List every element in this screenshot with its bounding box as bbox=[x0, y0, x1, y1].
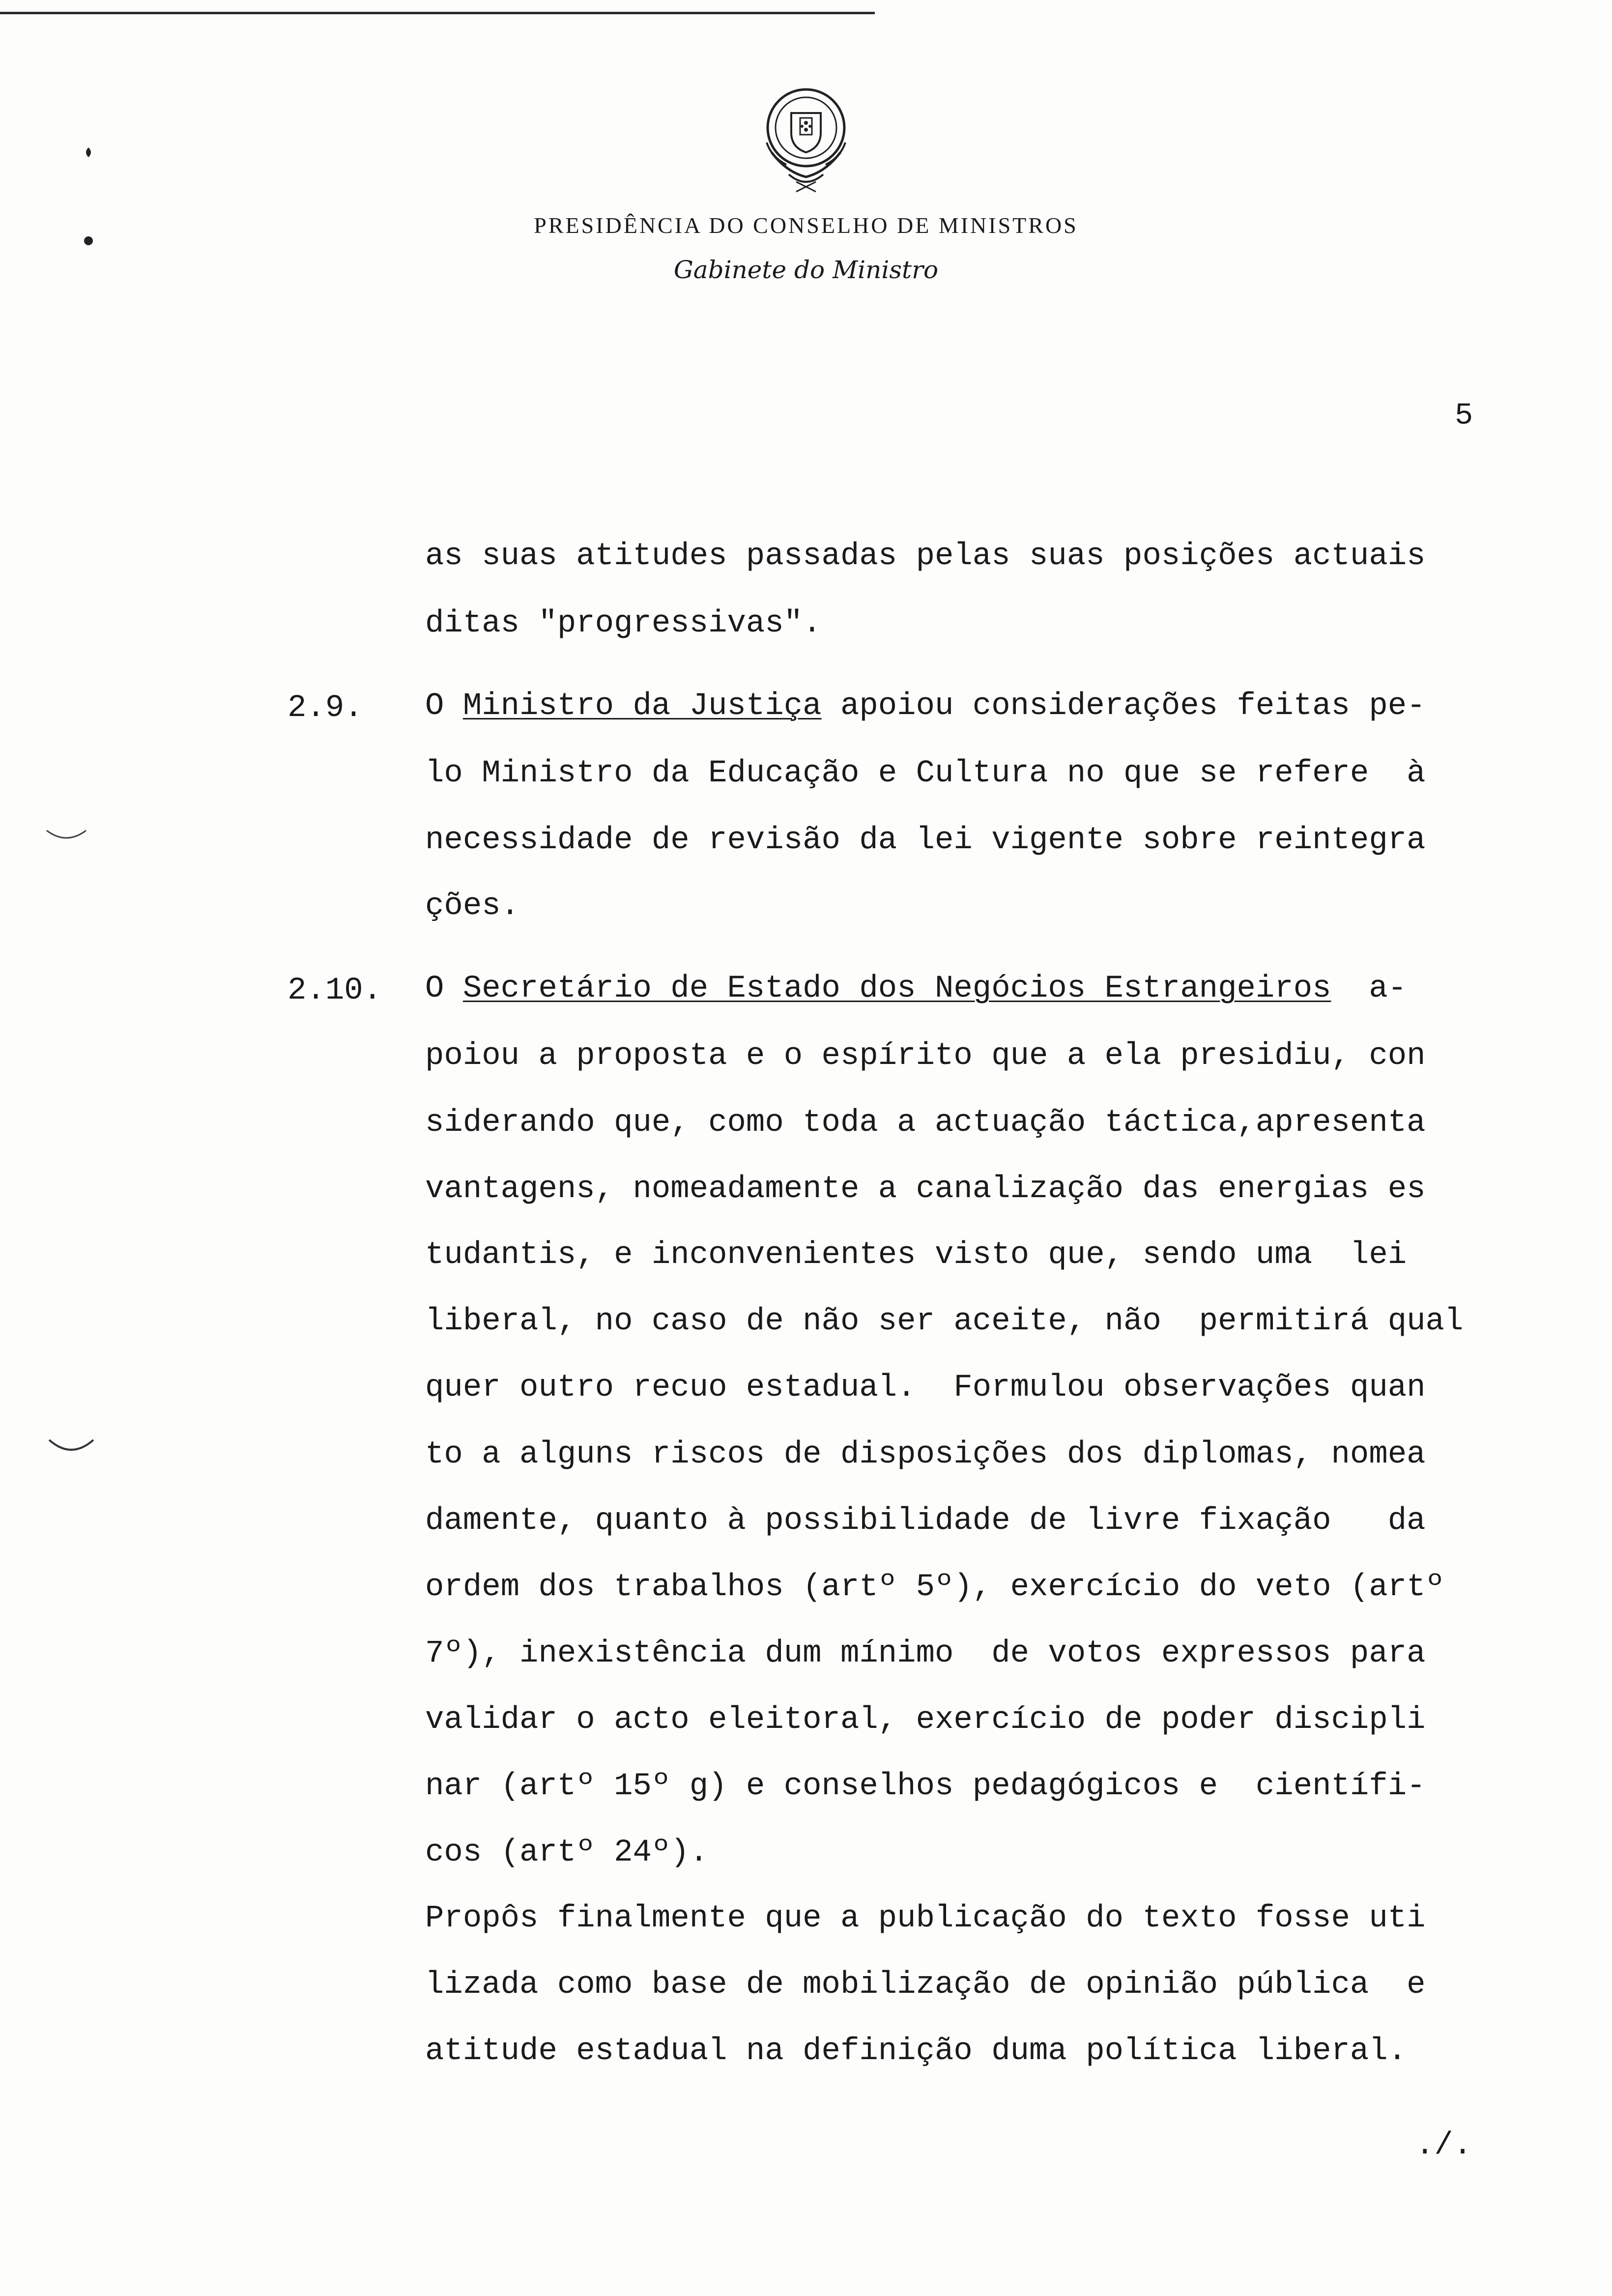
page-number: 5 bbox=[1455, 398, 1473, 433]
coat-of-arms-seal-icon bbox=[742, 79, 870, 206]
text-line: lizada como base de mobilização de opinião pública e bbox=[425, 1967, 1426, 2003]
text-line: nar (artº 15º g) e conselhos pedagógicos e científi- bbox=[425, 1769, 1426, 1804]
text-line: damente, quanto à possibilidade de livre fixação da bbox=[425, 1503, 1426, 1539]
paragraph-number: 2.9. bbox=[288, 690, 363, 726]
text-line bbox=[425, 973, 1407, 1004]
text-line: vantagens, nomeadamente a canalização das energias es bbox=[425, 1172, 1426, 1207]
cabinet-name: Gabinete do Ministro bbox=[673, 256, 939, 284]
text-line: validar o acto eleitoral, exercício de poder discipli bbox=[425, 1702, 1426, 1738]
text-line: cos (artº 24º). bbox=[425, 1835, 709, 1870]
text-line: siderando que, como toda a actuação táctica,apresenta bbox=[425, 1105, 1426, 1141]
top-rule bbox=[0, 12, 875, 14]
text-line: necessidade de revisão da lei vigente sobre reintegra bbox=[425, 823, 1426, 858]
text-line: 7º), inexistência dum mínimo de votos expressos para bbox=[425, 1636, 1426, 1671]
text-segment: O bbox=[425, 689, 463, 724]
scan-mark-icon bbox=[47, 1435, 96, 1460]
continuation-mark: ./. bbox=[1415, 2128, 1472, 2163]
text-line: Propôs finalmente que a publicação do texto fosse uti bbox=[425, 1901, 1426, 1936]
text-line: to a alguns riscos de disposições dos diplomas, nomea bbox=[425, 1437, 1426, 1472]
text-line bbox=[425, 690, 1426, 722]
text-line: lo Ministro da Educação e Cultura no que se refere à bbox=[425, 756, 1426, 791]
scan-mark-icon bbox=[44, 826, 88, 845]
text-line: tudantis, e inconvenientes visto que, sendo uma lei bbox=[425, 1237, 1407, 1273]
text-line: as suas atitudes passadas pelas suas posições actuais bbox=[425, 539, 1426, 574]
text-line: poiou a proposta e o espírito que a ela presidiu, con bbox=[425, 1038, 1426, 1074]
text-line: ditas "progressivas". bbox=[425, 606, 822, 641]
text-line: quer outro recuo estadual. Formulou observações quan bbox=[425, 1370, 1426, 1406]
underlined-name: Secretário de Estado dos Negócios Estrangeiros bbox=[462, 971, 1331, 1006]
text-line: ordem dos trabalhos (artº 5º), exercício do veto (artº bbox=[425, 1570, 1444, 1605]
institution-name: PRESIDÊNCIA DO CONSELHO DE MINISTROS bbox=[534, 213, 1078, 238]
punch-hole-mark-icon bbox=[74, 138, 103, 256]
underlined-name: Ministro da Justiça bbox=[462, 689, 822, 724]
paragraph-number: 2.10. bbox=[288, 973, 382, 1008]
text-segment: O bbox=[425, 971, 463, 1006]
text-segment: a- bbox=[1331, 971, 1407, 1006]
text-line: atitude estadual na definição duma política liberal. bbox=[425, 2034, 1407, 2069]
text-line: liberal, no caso de não ser aceite, não permitirá qual bbox=[425, 1304, 1464, 1339]
text-segment: apoiou considerações feitas pe- bbox=[821, 689, 1426, 724]
text-line: ções. bbox=[425, 889, 520, 924]
